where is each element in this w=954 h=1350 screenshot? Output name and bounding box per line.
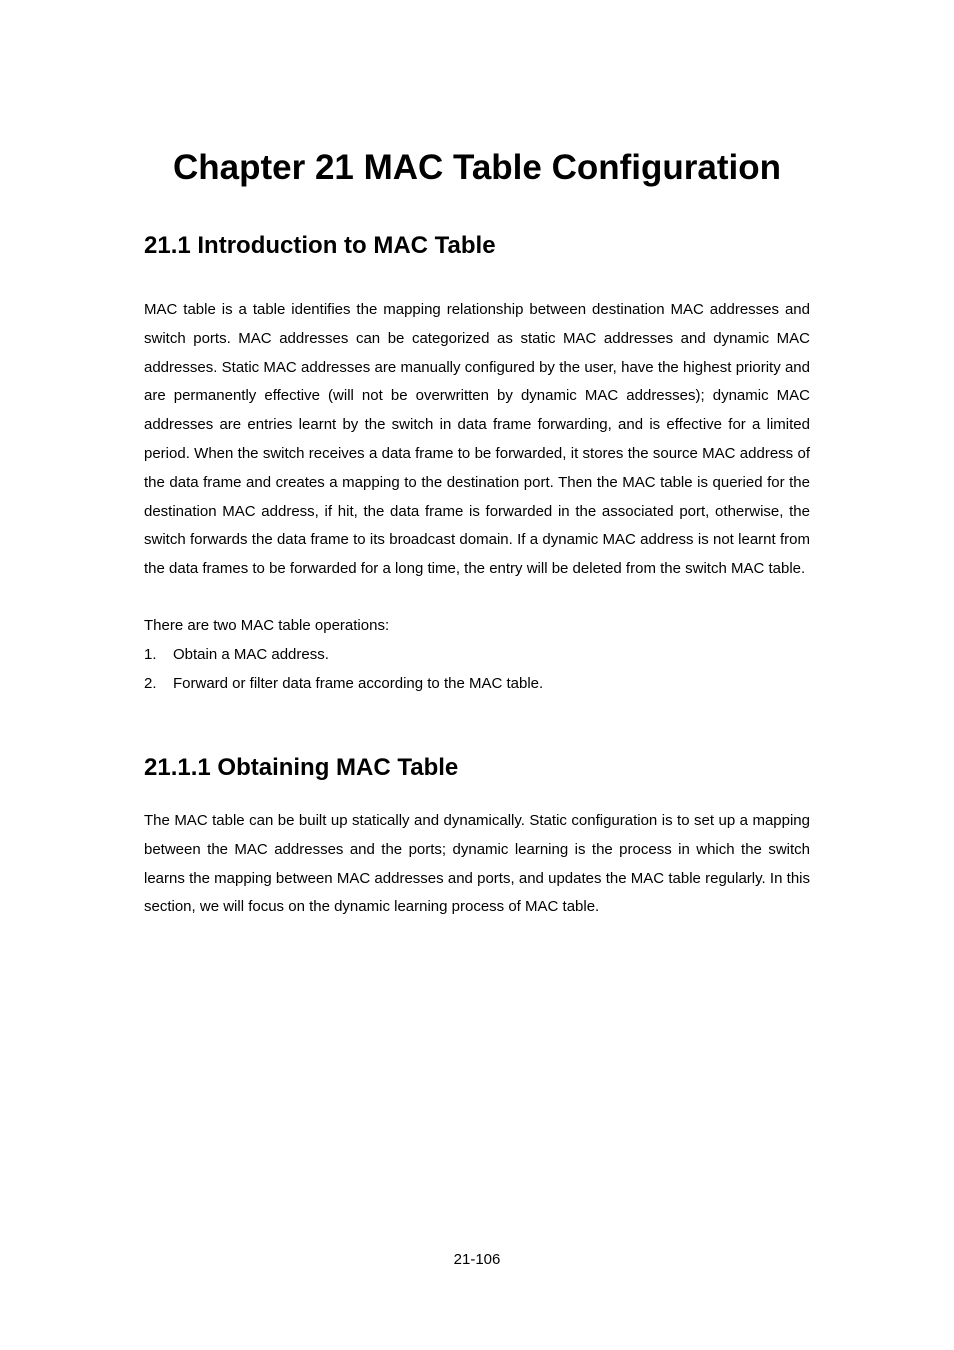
section-paragraph-2: There are two MAC table operations:	[144, 617, 390, 634]
list-item	[144, 670, 810, 699]
chapter-title: Chapter 21 MAC Table Configuration	[173, 148, 781, 187]
section-title: 21.1 Introduction to MAC Table	[144, 232, 496, 259]
page-number: 21-106	[453, 1251, 501, 1268]
list-item	[144, 641, 810, 670]
list-item-number: 1.	[144, 646, 157, 663]
subsection-title: 21.1.1 Obtaining MAC Table	[144, 754, 459, 781]
list-item-number: 2.	[144, 674, 157, 692]
subsection-paragraph: The MAC table can be built up statically and dynamically. Static configuration is to set up a mapping between the MAC addresses and the ports; dynamic learning is the process in which the switch learns the mapping between MAC addresses and ports, and updates the MAC table regularly. In this section, we will focus on the dynamic learning process of MAC table.	[144, 812, 810, 916]
operations-list	[144, 641, 810, 699]
list-item-text: Forward or filter data frame according to the MAC table.	[173, 674, 544, 692]
list-item-text: Obtain a MAC address.	[173, 646, 329, 663]
section-paragraph-1: MAC table is a table identifies the mapping relationship between destination MAC addresses and switch ports. MAC addresses can be categorized as static MAC addresses and dynamic MAC addresses. Static MAC addresses are manually configured by the user, have the highest priority and are permanently effective (will not be overwritten by dynamic MAC addresses); dynamic MAC addresses are entries learnt by the switch in data frame forwarding, and is effective for a limited period. When the switch receives a data frame to be forwarded, it stores the source MAC address of the data frame and creates a mapping to the destination port. Then the MAC table is queried for the destination MAC address, if hit, the data frame is forwarded in the associated port, otherwise, the switch forwards the data frame to its broadcast domain. If a dynamic MAC address is not learnt from the data frames to be forwarded for a long time, the entry will be deleted from the switch MAC table.	[144, 301, 810, 578]
